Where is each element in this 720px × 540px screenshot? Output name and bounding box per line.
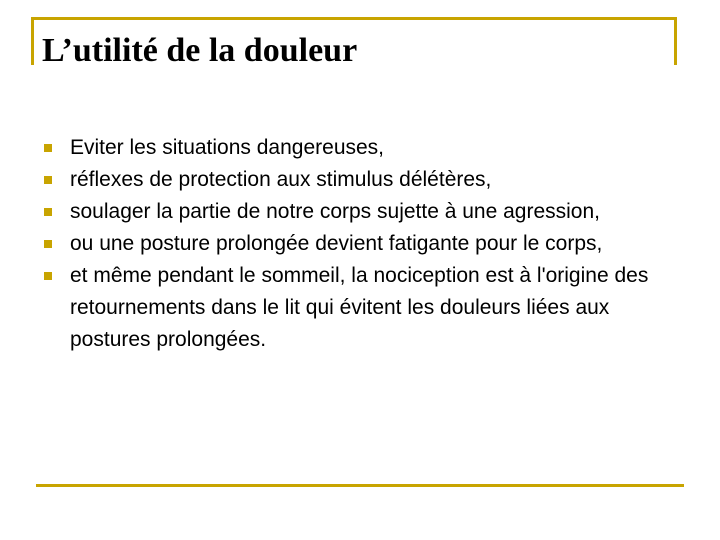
- slide-title: L’utilité de la douleur: [42, 32, 358, 69]
- bullet-text: Eviter les situations dangereuses,: [70, 136, 385, 159]
- frame-top-line: [31, 17, 677, 20]
- bullet-item: [44, 164, 664, 196]
- square-bullet-icon: [44, 272, 52, 280]
- square-bullet-icon: [44, 240, 52, 248]
- square-bullet-icon: [44, 208, 52, 216]
- frame-right-line: [674, 17, 677, 65]
- bullet-text: réflexes de protection aux stimulus délétères,: [70, 168, 492, 191]
- bullet-item: [44, 260, 664, 356]
- frame-bottom-line: [36, 484, 684, 487]
- bullet-item: [44, 196, 664, 228]
- bullet-item: [44, 228, 664, 260]
- bullet-list: [44, 132, 664, 356]
- frame-left-line: [31, 17, 34, 65]
- square-bullet-icon: [44, 176, 52, 184]
- bullet-item: [44, 132, 664, 164]
- bullet-text: et même pendant le sommeil, la nociception est à l'origine des retournements dans le lit qui évitent les douleurs liées aux postures prolongées.: [70, 264, 649, 351]
- bullet-text: ou une posture prolongée devient fatigante pour le corps,: [70, 232, 603, 255]
- bullet-text: soulager la partie de notre corps sujette à une agression,: [70, 200, 600, 223]
- square-bullet-icon: [44, 144, 52, 152]
